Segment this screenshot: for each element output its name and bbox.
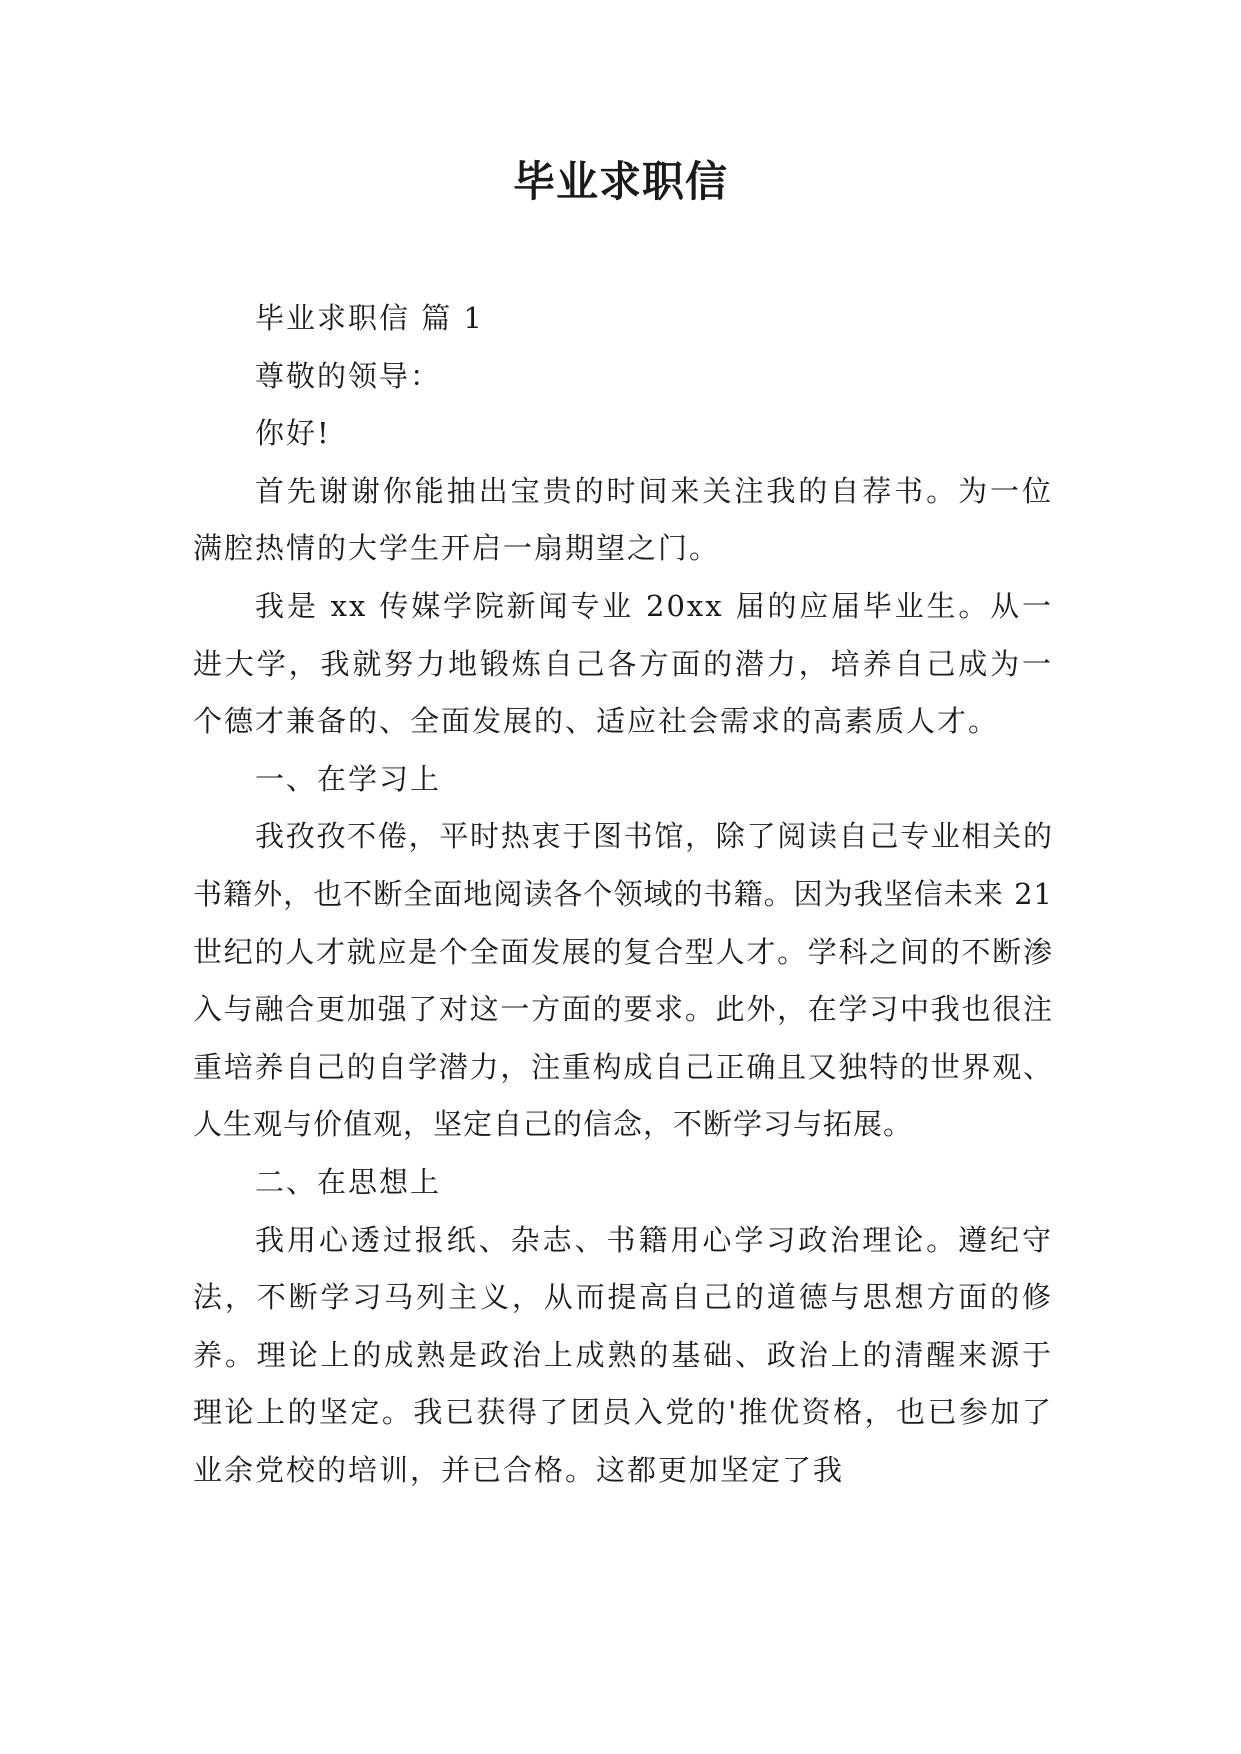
paragraph-thought: 我用心透过报纸、杂志、书籍用心学习政治理论。遵纪守法，不断学习马列主义，从而提高自己的道德与思想方面的修养。理论上的成熟是政治上成熟的基础、政治上的清醒来源于理论上的坚定。我已获得了团员入党的'推优资格，也已参加了业余党校的培训，并已合格。这都更加坚定了我	[193, 1222, 1053, 1487]
salutation: 尊敬的领导：	[255, 358, 442, 393]
section-heading: 毕业求职信 篇 1	[255, 301, 484, 335]
subheading-study: 一、在学习上	[255, 761, 442, 796]
document-title: 毕业求职信	[512, 157, 728, 206]
document-body	[193, 290, 1053, 1499]
paragraph-intro: 首先谢谢你能抽出宝贵的时间来关注我的自荐书。为一位满腔热情的大学生开启一扇期望之门。	[193, 473, 1053, 566]
greeting: 你好!	[255, 416, 331, 451]
subheading-thought: 二、在思想上	[255, 1164, 442, 1199]
paragraph-study: 我孜孜不倦，平时热衷于图书馆，除了阅读自己专业相关的书籍外，也不断全面地阅读各个领域的书籍。因为我坚信未来 21 世纪的人才就应是个全面发展的复合型人才。学科之间的不断渗入与融合更加强了对这一方面的要求。此外，在学习中我也很注重培养自己的自学潜力，注重构成自己正确且又独特的世界观、人生观与价值观，坚定自己的信念，不断学习与拓展。	[193, 819, 1053, 1142]
paragraph-background: 我是 xx 传媒学院新闻专业 20xx 届的应届毕业生。从一进大学，我就努力地锻炼自己各方面的潜力，培养自己成为一个德才兼备的、全面发展的、适应社会需求的高素质人才。	[193, 588, 1053, 739]
